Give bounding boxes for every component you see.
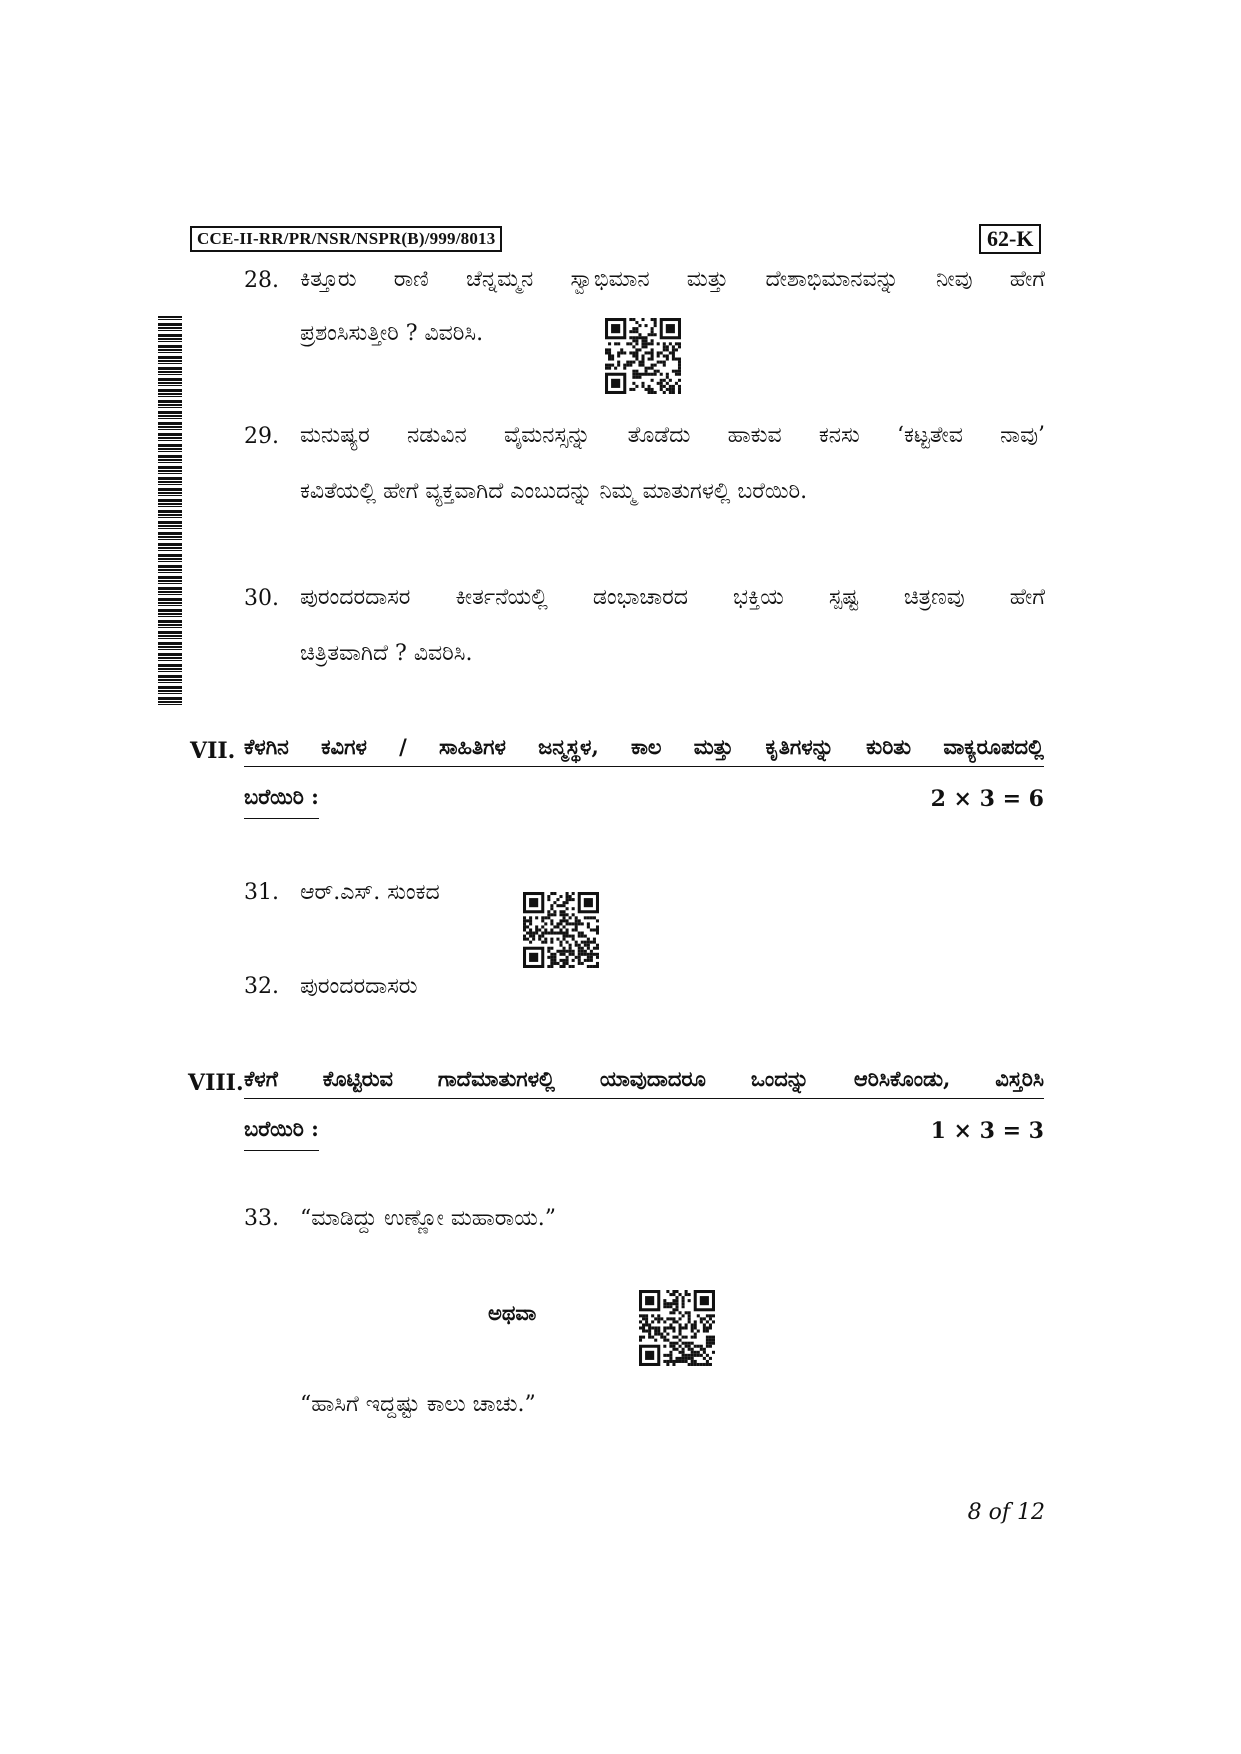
question-text: ಪ್ರಶಂಸಿಸುತ್ತೀರಿ ? ವಿವರಿಸಿ. bbox=[300, 321, 484, 346]
section-number: VII. bbox=[190, 738, 236, 764]
qr-code bbox=[522, 892, 600, 968]
section-instruction-end: ಬರೆಯಿರಿ : bbox=[244, 1116, 319, 1151]
set-code: 62-K bbox=[979, 224, 1041, 254]
qr-code bbox=[604, 318, 682, 394]
section-instruction-end: ಬರೆಯಿರಿ : bbox=[244, 784, 319, 819]
question-number: 32. bbox=[244, 974, 279, 999]
question-text: ಮನುಷ್ಯರ ನಡುವಿನ ವೈಮನಸ್ಸನ್ನು ತೊಡೆದು ಹಾಕುವ ಕನಸು ‘ಕಟ್ಟತೇವ ನಾವು’ bbox=[300, 423, 1045, 448]
section-instruction: ಕೆಳಗಿನ ಕವಿಗಳ / ಸಾಹಿತಿಗಳ ಜನ್ಮಸ್ಥಳ, ಕಾಲ ಮತ್ತು ಕೃತಿಗಳನ್ನು ಕುರಿತು ವಾಕ್ಯರೂಪದಲ್ಲಿ bbox=[244, 734, 1044, 767]
question-number: 30. bbox=[244, 586, 279, 611]
section-marks: 1 × 3 = 3 bbox=[930, 1118, 1044, 1144]
question-text: ಚಿತ್ರಿತವಾಗಿದೆ ? ವಿವರಿಸಿ. bbox=[300, 641, 473, 666]
question-text: ಕಿತ್ತೂರು ರಾಣಿ ಚೆನ್ನಮ್ಮನ ಸ್ವಾಭಿಮಾನ ಮತ್ತು ದೇಶಾಭಿಮಾನವನ್ನು ನೀವು ಹೇಗೆ bbox=[300, 267, 1045, 292]
section-number: VIII. bbox=[188, 1070, 244, 1096]
question-text: ಕವಿತೆಯಲ್ಲಿ ಹೇಗೆ ವ್ಯಕ್ತವಾಗಿದೆ ಎಂಬುದನ್ನು ನಿಮ್ಮ ಮಾತುಗಳಲ್ಲಿ ಬರೆಯಿರಿ. bbox=[300, 479, 808, 504]
question-number: 28. bbox=[244, 268, 279, 293]
paper-code: CCE-II-RR/PR/NSR/NSPR(B)/999/8013 bbox=[190, 226, 502, 252]
question-number: 29. bbox=[244, 424, 279, 449]
question-text: ಪುರಂದರದಾಸರ ಕೀರ್ತನೆಯಲ್ಲಿ ಡಂಭಾಚಾರದ ಭಕ್ತಿಯ ಸ್ಪಷ್ಟ ಚಿತ್ರಣವು ಹೇಗೆ bbox=[300, 585, 1045, 610]
question-text: ಆರ್.ಎಸ್. ಸುಂಕದ bbox=[300, 880, 440, 905]
question-text: “ಮಾಡಿದ್ದು ಉಣ್ಣೋ ಮಹಾರಾಯ.” bbox=[300, 1206, 556, 1231]
qr-code bbox=[638, 1290, 716, 1366]
question-number: 33. bbox=[244, 1206, 279, 1231]
page-number: 8 of 12 bbox=[967, 1500, 1045, 1525]
barcode bbox=[158, 316, 182, 706]
question-text: “ಹಾಸಿಗೆ ಇದ್ದಷ್ಟು ಕಾಲು ಚಾಚು.” bbox=[300, 1392, 536, 1417]
section-marks: 2 × 3 = 6 bbox=[930, 786, 1044, 812]
or-label: ಅಥವಾ bbox=[488, 1300, 537, 1325]
question-number: 31. bbox=[244, 880, 279, 905]
section-instruction: ಕೆಳಗೆ ಕೊಟ್ಟಿರುವ ಗಾದೆಮಾತುಗಳಲ್ಲಿ ಯಾವುದಾದರೂ ಒಂದನ್ನು ಆರಿಸಿಕೊಂಡು, ವಿಸ್ತರಿಸಿ bbox=[244, 1066, 1044, 1099]
question-text: ಪುರಂದರದಾಸರು bbox=[300, 974, 418, 999]
